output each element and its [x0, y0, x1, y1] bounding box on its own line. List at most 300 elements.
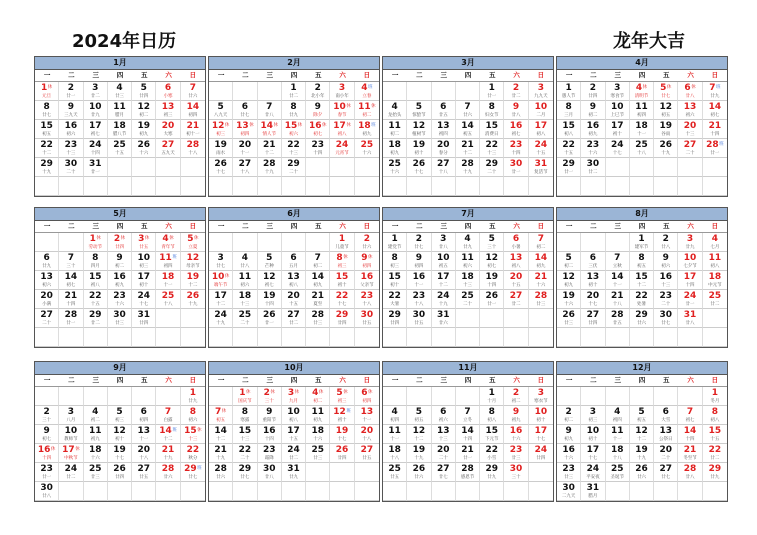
lunar-label: 除夕 — [313, 113, 323, 118]
lunar-label: 初三 — [114, 418, 124, 423]
month-header: 1月 — [35, 57, 205, 70]
day-cell — [181, 463, 205, 482]
lunar-label: 小暑 — [511, 245, 521, 250]
empty-cell — [35, 233, 59, 252]
weekday-label: 三 — [440, 71, 447, 79]
day-number: $28^班$ — [706, 140, 724, 150]
empty-cell — [407, 328, 431, 347]
day-cell — [35, 406, 59, 425]
day-cell — [432, 139, 456, 158]
empty-cell — [306, 482, 330, 501]
lunar-label: 初十 — [139, 283, 149, 288]
empty-cell — [209, 177, 233, 196]
lunar-label: 二十 — [487, 170, 497, 175]
empty-cell — [606, 482, 630, 501]
holiday-badge: 休 — [666, 85, 672, 90]
day-number: 14 — [534, 253, 548, 263]
day-number: 5 — [140, 83, 147, 93]
day-cell — [581, 252, 605, 271]
day-cell — [383, 101, 407, 120]
weekday-label: 日 — [537, 71, 545, 79]
weekday-row — [557, 221, 727, 233]
lunar-label: 腊八节 — [112, 132, 127, 137]
day-number: 15 — [335, 272, 349, 282]
day-cell — [233, 271, 257, 290]
day-number: 20 — [436, 445, 450, 455]
lunar-label: 十一 — [612, 283, 622, 288]
day-cell — [132, 101, 156, 120]
lunar-label: 初十 — [588, 283, 598, 288]
lunar-label: 廿六 — [163, 475, 173, 480]
day-number: 21 — [610, 291, 624, 301]
day-number: 4 — [464, 234, 471, 244]
day-cell — [355, 290, 379, 309]
weekday-label: 二 — [416, 222, 423, 230]
lunar-label: 儿童节 — [335, 245, 349, 250]
empty-cell — [108, 482, 132, 501]
lunar-label: 十三 — [240, 302, 250, 307]
lunar-label: 十二 — [188, 283, 198, 288]
day-number: 18 — [388, 140, 401, 150]
weekday-label: 四 — [290, 376, 298, 384]
workday-badge: 班 — [715, 85, 721, 90]
day-number: 7 — [314, 253, 321, 263]
lunar-label: 初二 — [313, 399, 323, 404]
lunar-label: 初十 — [612, 132, 622, 137]
lunar-label: 廿九 — [710, 475, 720, 480]
lunar-label: 初八 — [710, 418, 720, 423]
lunar-label: 十一 — [390, 437, 400, 442]
lunar-label: 十一 — [163, 283, 173, 288]
lunar-label: 廿三 — [511, 456, 521, 461]
day-cell — [456, 120, 480, 139]
day-number: 26 — [262, 310, 276, 320]
lunar-label: 初二 — [114, 264, 124, 269]
month-block — [556, 361, 728, 502]
day-number: 25 — [161, 291, 175, 301]
lunar-label: 秋分 — [188, 456, 198, 461]
empty-cell — [59, 233, 83, 252]
day-number: 1 — [189, 388, 196, 398]
day-number: 20 — [436, 140, 450, 150]
day-number: $4^班$ — [361, 83, 373, 93]
lunar-label: 初四 — [612, 418, 622, 423]
day-cell — [383, 425, 407, 444]
day-number: 19 — [562, 291, 575, 301]
day-cell — [35, 463, 59, 482]
holiday-badge: 休 — [322, 123, 327, 128]
day-number: $6^休$ — [684, 83, 696, 93]
lunar-label: 十五 — [90, 302, 100, 307]
day-number: 20 — [238, 140, 252, 150]
lunar-label: 廿四 — [390, 321, 400, 326]
lunar-label: 初八 — [487, 418, 497, 423]
day-number: 3 — [440, 234, 447, 244]
lunar-label: 初八 — [288, 283, 298, 288]
day-number: 28 — [683, 464, 697, 474]
lunar-label: 二十 — [42, 321, 52, 326]
empty-cell — [156, 482, 180, 501]
day-cell — [581, 444, 605, 463]
day-number: 11 — [113, 102, 126, 112]
lunar-label: 廿八 — [685, 321, 695, 326]
day-number: 9 — [565, 426, 572, 436]
day-cell — [156, 444, 180, 463]
day-number: 20 — [586, 291, 600, 301]
weekday-label: 三 — [440, 222, 447, 230]
day-number: 1 — [338, 234, 346, 244]
day-cell — [407, 425, 431, 444]
empty-cell — [606, 177, 630, 196]
empty-cell — [156, 309, 180, 328]
day-number: 29 — [562, 159, 575, 169]
day-cell — [383, 444, 407, 463]
day-cell — [59, 158, 83, 177]
day-number: $5^休$ — [660, 83, 672, 93]
day-cell — [557, 271, 581, 290]
lunar-label: 建军节 — [634, 245, 649, 250]
empty-cell — [258, 177, 282, 196]
day-cell — [504, 120, 528, 139]
day-cell — [132, 120, 156, 139]
day-number: 5 — [565, 253, 572, 263]
lunar-label: 廿四 — [114, 245, 124, 250]
day-cell — [557, 290, 581, 309]
day-number: 14 — [311, 272, 325, 282]
day-number: 13 — [161, 102, 175, 112]
day-cell — [59, 425, 83, 444]
day-cell — [181, 82, 205, 101]
day-cell — [233, 139, 257, 158]
day-cell — [35, 309, 59, 328]
lunar-label: 廿九 — [288, 475, 298, 480]
day-number: 6 — [662, 407, 669, 417]
lunar-label: 十九 — [414, 456, 424, 461]
day-number: 21 — [262, 140, 276, 150]
lunar-label: 廿九 — [487, 475, 497, 480]
day-cell — [132, 233, 156, 252]
day-number: $4^休$ — [312, 388, 324, 398]
day-number: 24 — [534, 445, 548, 455]
day-number: $16^休$ — [37, 445, 56, 455]
lunar-label: 初七 — [42, 437, 52, 442]
day-cell — [108, 120, 132, 139]
day-cell — [132, 406, 156, 425]
weekday-label: 日 — [711, 222, 719, 230]
day-number: 9 — [314, 102, 321, 112]
lunar-label: 三十 — [42, 418, 52, 423]
day-number: 27 — [436, 464, 450, 474]
lunar-label: 初四 — [390, 418, 400, 423]
day-cell — [581, 120, 605, 139]
lunar-label: 龙抬头 — [387, 113, 402, 118]
empty-cell — [703, 328, 727, 347]
empty-cell — [108, 387, 132, 406]
day-number: 31 — [683, 310, 697, 320]
day-cell — [258, 387, 282, 406]
lunar-label: 初三 — [390, 264, 400, 269]
day-number: 26 — [186, 291, 200, 301]
lunar-label: 十二 — [216, 437, 226, 442]
day-number: 27 — [161, 140, 175, 150]
empty-cell — [557, 177, 581, 196]
day-cell — [606, 425, 630, 444]
day-number: 25 — [311, 445, 325, 455]
day-cell — [209, 406, 233, 425]
lunar-label: 九月 — [288, 399, 298, 404]
day-cell — [383, 271, 407, 290]
day-cell — [529, 425, 553, 444]
day-number: 22 — [708, 445, 722, 455]
empty-cell — [432, 482, 456, 501]
day-number: 25 — [360, 140, 374, 150]
weekday-label: 二 — [590, 376, 597, 384]
lunar-label: 初九 — [511, 418, 521, 423]
day-number: $18^班$ — [358, 121, 376, 131]
lunar-label: 十四 — [66, 302, 76, 307]
weekday-label: 四 — [116, 222, 124, 230]
day-number: 18 — [610, 445, 624, 455]
day-number: $14^班$ — [159, 426, 177, 436]
day-cell — [504, 158, 528, 177]
weekday-label: 一 — [565, 71, 573, 79]
day-cell — [258, 252, 282, 271]
lunar-label: 初五 — [414, 418, 424, 423]
empty-cell — [330, 177, 354, 196]
workday-badge: 班 — [172, 255, 177, 260]
day-number: 10 — [436, 253, 450, 263]
weekday-label: 五 — [141, 222, 148, 230]
day-cell — [330, 271, 354, 290]
lunar-label: 廿二 — [90, 94, 100, 99]
lunar-label: 廿九 — [188, 399, 198, 404]
day-cell — [678, 309, 702, 328]
day-number: 31 — [586, 483, 600, 493]
weekday-label: 四 — [638, 71, 646, 79]
day-number: $4^休$ — [635, 83, 648, 93]
day-cell — [678, 82, 702, 101]
day-cell — [306, 252, 330, 271]
day-number: 13 — [436, 426, 450, 436]
holiday-badge: 休 — [346, 123, 351, 128]
day-cell — [59, 309, 83, 328]
day-number: 5 — [116, 407, 123, 417]
day-cell — [456, 444, 480, 463]
holiday-badge: 休 — [169, 236, 174, 241]
workday-badge: 班 — [371, 123, 376, 128]
lunar-label: 廿七 — [240, 475, 250, 480]
day-cell — [529, 101, 553, 120]
lunar-label: 廿三 — [564, 321, 574, 326]
lunar-label: 初九 — [139, 132, 149, 137]
day-cell — [181, 139, 205, 158]
empty-cell — [108, 158, 132, 177]
lunar-label: 十二 — [163, 437, 173, 442]
lunar-label: 十九 — [188, 302, 198, 307]
empty-cell — [59, 482, 83, 501]
empty-cell — [557, 328, 581, 347]
day-cell — [678, 139, 702, 158]
lunar-label: 廿八 — [264, 475, 274, 480]
day-number: $15^休$ — [284, 121, 303, 131]
weekday-label: 六 — [687, 376, 694, 384]
day-cell — [480, 290, 504, 309]
lunar-label: 廿八 — [240, 264, 250, 269]
month-block — [208, 56, 380, 197]
day-cell — [59, 139, 83, 158]
lunar-label: 十二 — [264, 151, 274, 156]
empty-cell — [581, 328, 605, 347]
day-cell — [233, 406, 257, 425]
empty-cell — [209, 328, 233, 347]
day-cell — [282, 120, 306, 139]
lunar-label: 三月 — [564, 113, 574, 118]
weekday-row — [35, 70, 205, 82]
day-number: 14 — [214, 426, 227, 436]
day-number: 26 — [137, 140, 151, 150]
empty-cell — [132, 482, 156, 501]
lunar-label: 廿七 — [216, 264, 226, 269]
empty-cell — [529, 482, 553, 501]
day-grid — [557, 387, 727, 501]
day-number: $7^班$ — [709, 83, 721, 93]
day-grid — [209, 82, 379, 196]
day-cell — [355, 139, 379, 158]
lunar-label: 初五 — [636, 264, 646, 269]
day-number: 22 — [562, 140, 575, 150]
day-grid — [383, 82, 553, 196]
lunar-label: 初八 — [710, 264, 720, 269]
weekday-label: 三 — [614, 376, 621, 384]
day-number: 11 — [388, 121, 401, 131]
day-cell — [355, 233, 379, 252]
lunar-label: 十八 — [240, 170, 250, 175]
day-number: 27 — [659, 464, 673, 474]
day-cell — [35, 120, 59, 139]
day-cell — [330, 425, 354, 444]
day-number: 29 — [485, 464, 499, 474]
lunar-label: 愚人节 — [561, 94, 576, 99]
day-cell — [581, 271, 605, 290]
lunar-label: 十八 — [414, 302, 424, 307]
day-number: 9 — [512, 102, 520, 112]
day-number: 28 — [311, 310, 325, 320]
weekday-label: 四 — [464, 71, 472, 79]
day-cell — [282, 463, 306, 482]
day-number: 6 — [43, 253, 50, 263]
day-cell — [678, 290, 702, 309]
empty-cell — [306, 233, 330, 252]
lunar-label: 十一 — [240, 151, 250, 156]
lunar-label: 廿七 — [188, 475, 198, 480]
weekday-label: 四 — [290, 222, 298, 230]
day-number: 24 — [287, 445, 300, 455]
day-number: 31 — [436, 310, 450, 320]
day-number: $11^班$ — [159, 253, 177, 263]
lunar-label: 十六 — [362, 151, 372, 156]
day-number: 3 — [537, 83, 544, 93]
lunar-label: 廿五 — [362, 321, 372, 326]
holiday-badge: 休 — [120, 236, 126, 241]
day-cell — [209, 290, 233, 309]
lunar-label: 冬至节 — [683, 456, 697, 461]
lunar-label: 初九 — [313, 283, 323, 288]
lunar-label: 初六 — [42, 283, 52, 288]
holiday-badge: 休 — [318, 390, 324, 395]
month-block — [34, 361, 206, 502]
lunar-label: 初三 — [337, 399, 347, 404]
day-cell — [35, 425, 59, 444]
lunar-label: 初五 — [636, 418, 646, 423]
day-number: 29 — [40, 159, 53, 169]
day-number: 20 — [137, 445, 151, 455]
lunar-label: 廿五 — [139, 475, 149, 480]
lunar-label: 初十一 — [186, 132, 200, 137]
day-number: 23 — [412, 291, 426, 301]
lunar-label: 廿五 — [139, 245, 149, 250]
day-cell — [703, 387, 727, 406]
day-cell — [557, 482, 581, 501]
day-number: 1 — [711, 388, 718, 398]
empty-cell — [703, 177, 727, 196]
lunar-label: 初六 — [661, 264, 671, 269]
day-cell — [606, 101, 630, 120]
day-number: 2 — [512, 83, 520, 93]
weekday-row — [383, 70, 553, 82]
day-number: 30 — [262, 464, 276, 474]
lunar-label: 初三 — [163, 113, 173, 118]
empty-cell — [330, 463, 354, 482]
day-cell — [355, 406, 379, 425]
lunar-label: 廿六 — [438, 321, 448, 326]
lunar-label: 北小年 — [311, 94, 325, 99]
day-cell — [606, 82, 630, 101]
day-number: 28 — [461, 464, 474, 474]
lunar-label: 廿九 — [685, 245, 695, 250]
weekday-label: 四 — [464, 222, 472, 230]
day-number: 31 — [287, 464, 300, 474]
lunar-label: 妇女节 — [485, 113, 499, 118]
lunar-label: 廿六 — [188, 94, 198, 99]
workday-badge: 班 — [172, 428, 177, 433]
day-cell — [630, 290, 654, 309]
lunar-label: 十九 — [661, 151, 671, 156]
weekday-label: 日 — [189, 222, 197, 230]
lunar-label: 十八 — [362, 437, 372, 442]
day-number: 23 — [586, 140, 600, 150]
lunar-label: 元旦 — [42, 94, 52, 99]
lunar-label: 十六 — [588, 151, 598, 156]
day-number: 29 — [238, 464, 252, 474]
day-number: 21 — [534, 272, 548, 282]
lunar-label: 十八 — [612, 456, 622, 461]
day-cell — [654, 252, 678, 271]
day-cell — [355, 120, 379, 139]
day-cell — [504, 252, 528, 271]
lunar-label: 初七 — [264, 283, 274, 288]
empty-cell — [606, 328, 630, 347]
lunar-label: 初八 — [564, 132, 574, 137]
weekday-label: 一 — [391, 222, 399, 230]
day-cell — [529, 290, 553, 309]
weekday-label: 一 — [217, 71, 225, 79]
empty-cell — [654, 177, 678, 196]
day-number: 9 — [662, 253, 669, 263]
day-number: 3 — [67, 407, 75, 417]
day-number: 5 — [638, 407, 645, 417]
weekday-label: 一 — [43, 222, 51, 230]
day-cell — [282, 387, 306, 406]
